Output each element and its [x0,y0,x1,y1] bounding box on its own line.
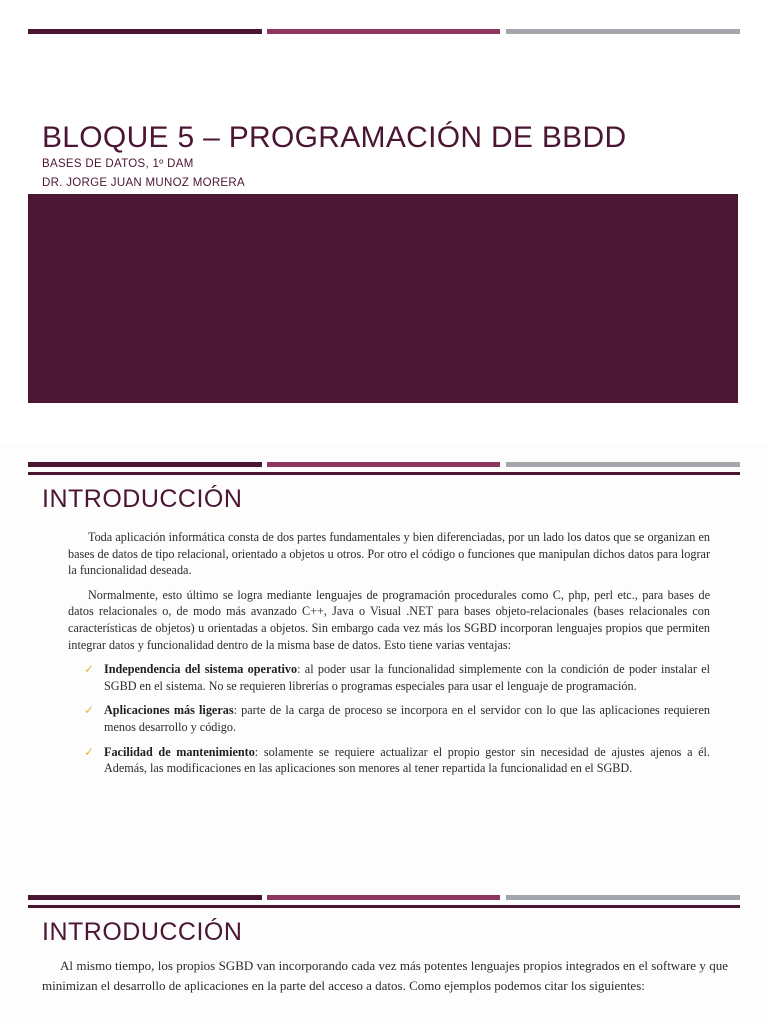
decorative-top-bars [28,29,740,35]
item-text: : al poder usar la funcionalidad simplemente con la condición de poder instalar el SGBD en el sistema. No se requieren librerías o programas especiales para usar el lenguaje de programación. [104,662,711,693]
bar-gray [506,462,740,467]
slide-introduccion-1 [0,445,768,885]
check-icon: ✓ [84,744,95,759]
list-item [82,702,710,735]
page-title: BLOQUE 5 – PROGRAMACIÓN DE BBDD [42,121,627,154]
course-subtitle: BASES DE DATOS, 1º DAM [42,158,194,170]
paragraph: Toda aplicación informática consta de dos partes fundamentales y bien diferenciadas, por un lado los datos que se organizan en bases de datos de tipo relacional, orientado a objetos u otros. Por otro el código o funciones que manipulan dichos datos para lograr la funcionalidad deseada. [68,530,710,578]
item-text: : parte de la carga de proceso se incorpora en el servidor con lo que las aplicaciones requieren menos desarrollo y código. [104,703,710,734]
item-title: Aplicaciones más ligeras [104,703,234,718]
bar-dark [28,29,262,34]
header-rule [28,905,740,908]
check-icon: ✓ [84,703,95,718]
section-heading: INTRODUCCIÓN [42,485,243,513]
check-icon: ✓ [84,662,95,677]
bar-mid [267,29,500,34]
bar-mid [267,462,500,467]
slide-introduccion-2 [0,885,768,1024]
advantages-list [68,661,710,777]
title-band [28,194,738,403]
item-text: : solamente se requiere actualizar el propio gestor sin necesidad de ajustes ajenos a él. Además, las modificaciones en las aplicaciones son menores al tener repartida la funcionalidad en el SGBD. [104,744,710,776]
list-item [82,661,710,694]
body-text [68,529,710,785]
body-text [42,956,728,996]
decorative-top-bars [28,895,740,901]
paragraph: Normalmente, esto último se logra mediante lenguajes de programación procedurales como C, php, perl etc., para bases de datos relacionales o, de modo más avanzado C++, Java o Visual .NET para bases objeto-relacionales (bases relacionales con características de objetos) u orientadas a objetos. Sin embargo cada vez más los SGBD incorporan lenguajes propios que permiten integrar datos y funcionalidad dentro de la misma base de datos. Esto tiene varias ventajas: [68,587,710,652]
bar-mid [267,895,500,900]
section-heading: INTRODUCCIÓN [42,918,243,946]
paragraph: Al mismo tiempo, los propios SGBD van incorporando cada vez más potentes lenguajes propios integrados en el software y que minimizan el desarrollo de aplicaciones en la parte del acceso a datos. Como ejemplos podemos citar los siguientes: [42,958,728,993]
bar-dark [28,462,262,467]
slide-title [0,0,768,445]
list-item [82,744,710,777]
bar-dark [28,895,262,900]
item-title: Facilidad de mantenimiento [104,744,255,759]
bar-gray [506,895,740,900]
decorative-top-bars [28,462,740,468]
bar-gray [506,29,740,34]
author-subtitle: DR. JORGE JUAN MUNOZ MORERA [42,177,245,189]
item-title: Independencia del sistema operativo [104,662,298,677]
header-rule [28,472,740,475]
